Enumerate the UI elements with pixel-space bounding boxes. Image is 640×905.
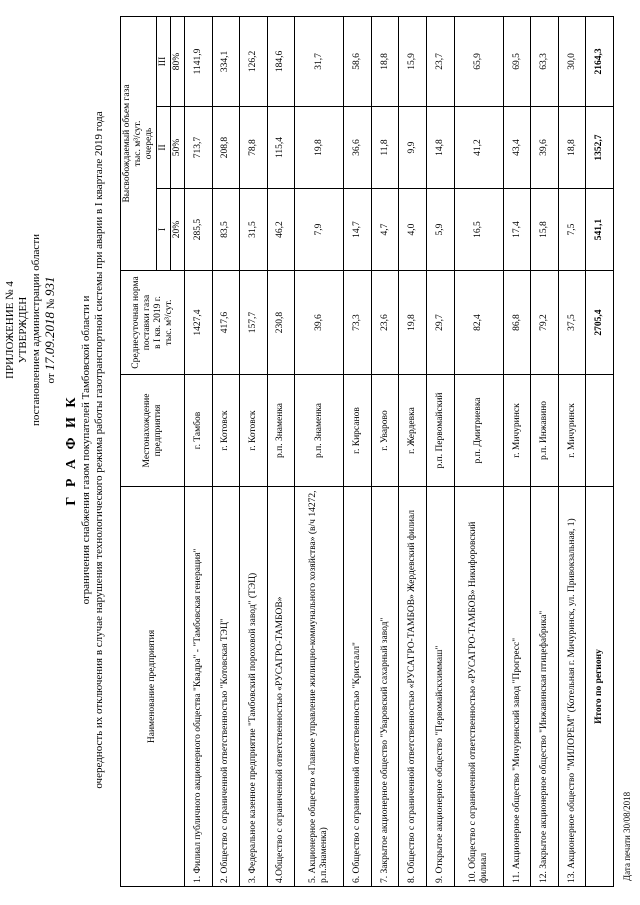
total-label: Итого по региону	[586, 487, 614, 887]
cell-stage-2: 18,8	[558, 107, 586, 189]
cell-stage-1: 16,5	[454, 189, 503, 271]
cell-location: г. Кирсанов	[344, 375, 372, 487]
header-location: Местонахождение предприятия	[121, 375, 185, 487]
cell-stage-1: 14,7	[344, 189, 372, 271]
table-body	[185, 16, 586, 886]
cell-location: г. Жердевка	[399, 375, 427, 487]
cell-norm: 230,8	[267, 271, 295, 375]
handwritten-number: 931	[42, 276, 57, 297]
cell-stage-3: 65,9	[454, 16, 503, 106]
appendix-number: ПРИЛОЖЕНИЕ № 4	[4, 281, 16, 379]
cell-location: г. Мичуринск	[558, 375, 586, 487]
cell-norm: 23,6	[371, 271, 399, 375]
schedule-table	[120, 16, 614, 887]
cell-norm: 417,6	[212, 271, 240, 375]
cell-name: 7. Закрытое акционерное общество "Уваровский сахарный завод"	[371, 487, 399, 887]
header-stage-1: I	[157, 189, 171, 271]
header-norm: Среднесуточная норма поставки газа в I кв. 2019 г. тыс. м³/сут.	[121, 271, 185, 375]
cell-name: 5. Акционерное общество «Главное управление жилищно-коммунального хозяйства» (в/ч 14272, р.п.Знаменка)	[295, 487, 344, 887]
cell-location: г. Котовск	[240, 375, 268, 487]
cell-stage-3: 30,0	[558, 16, 586, 106]
cell-name: 2. Общество с ограниченной ответственностью "Котовская ТЭЦ"	[212, 487, 240, 887]
cell-stage-3: 15,9	[399, 16, 427, 106]
cell-stage-2: 78,8	[240, 107, 268, 189]
total-row	[586, 16, 614, 886]
cell-location: р.п. Знаменка	[267, 375, 295, 487]
cell-stage-1: 7,9	[295, 189, 344, 271]
cell-norm: 1427,4	[185, 271, 213, 375]
cell-norm: 37,5	[558, 271, 586, 375]
header-stage-2: II	[157, 107, 171, 189]
table-row	[371, 16, 399, 886]
table-row	[295, 16, 344, 886]
header-row-1	[121, 16, 157, 886]
total-stage-2: 1352,7	[586, 107, 614, 189]
cell-stage-1: 17,4	[503, 189, 531, 271]
cell-name: 8. Общество с ограниченной ответственностью «РУСАГРО-ТАМБОВ» Жердевский филиал	[399, 487, 427, 887]
cell-norm: 19,8	[399, 271, 427, 375]
cell-stage-2: 9,9	[399, 107, 427, 189]
cell-location: р.п. Первомайский	[427, 375, 455, 487]
cell-stage-3: 23,7	[427, 16, 455, 106]
cell-norm: 86,8	[503, 271, 531, 375]
cell-stage-2: 43,4	[503, 107, 531, 189]
cell-stage-1: 7,5	[558, 189, 586, 271]
cell-norm: 82,4	[454, 271, 503, 375]
cell-name: 3. Федеральное казенное предприятие "Тамбовский пороховой завод" (ТЭЦ)	[240, 487, 268, 887]
print-date: Дата печати 30/08/2018	[622, 791, 632, 881]
table-row	[503, 16, 531, 886]
cell-stage-3: 184,6	[267, 16, 295, 106]
cell-name: 11. Акционерное общество "Мичуринский завод "Прогресс"	[503, 487, 531, 887]
cell-location: р.п. Дмитриевка	[454, 375, 503, 487]
cell-stage-1: 31,5	[240, 189, 268, 271]
cell-stage-1: 4,7	[371, 189, 399, 271]
cell-stage-3: 1141,9	[185, 16, 213, 106]
document-subtitle-2: очередность их отключения в случае нарушения технологического режима работы газотранспортной системы при аварии в I квартале 2019 года	[93, 111, 105, 789]
cell-norm: 29,7	[427, 271, 455, 375]
resolution-date-line: от 17.09.2018 № 931	[42, 276, 57, 384]
cell-norm: 39,6	[295, 271, 344, 375]
cell-stage-2: 41,2	[454, 107, 503, 189]
cell-stage-3: 31,7	[295, 16, 344, 106]
cell-stage-3: 334,1	[212, 16, 240, 106]
cell-stage-1: 285,5	[185, 189, 213, 271]
cell-stage-2: 208,8	[212, 107, 240, 189]
cell-stage-2: 36,6	[344, 107, 372, 189]
table-row	[558, 16, 586, 886]
header-percent-1: 20%	[171, 189, 185, 271]
cell-stage-1: 15,8	[531, 189, 559, 271]
cell-location: г. Мичуринск	[503, 375, 531, 487]
cell-location: р.п. Инжавино	[531, 375, 559, 487]
cell-norm: 157,7	[240, 271, 268, 375]
total-location	[586, 375, 614, 487]
cell-name: 9. Открытое акционерное общество "Первомайскхиммаш"	[427, 487, 455, 887]
header-percent-2: 50%	[171, 107, 185, 189]
cell-stage-2: 11,8	[371, 107, 399, 189]
cell-stage-3: 69,5	[503, 16, 531, 106]
cell-norm: 79,2	[531, 271, 559, 375]
total-norm: 2705,4	[586, 271, 614, 375]
cell-norm: 73,3	[344, 271, 372, 375]
header-percent-3: 80%	[171, 16, 185, 106]
approval-stamp	[4, 170, 58, 490]
cell-location: р.п. Знаменка	[295, 375, 344, 487]
header-name: Наименование предприятия	[121, 487, 185, 887]
table-row	[267, 16, 295, 886]
cell-stage-1: 4,0	[399, 189, 427, 271]
cell-stage-3: 58,6	[344, 16, 372, 106]
approved-label: УТВЕРЖДЕН	[17, 296, 29, 364]
resolution-text: постановлением администрации области	[30, 233, 42, 427]
cell-name: 6. Общество с ограниченной ответственностью "Кристалл"	[344, 487, 372, 887]
table-row	[454, 16, 503, 886]
total-stage-1: 541,1	[586, 189, 614, 271]
table-row	[427, 16, 455, 886]
cell-name: 10. Общество с ограниченной ответственностью «РУСАГРО-ТАМБОВ» Никифоровский филиал	[454, 487, 503, 887]
cell-stage-2: 713,7	[185, 107, 213, 189]
cell-stage-2: 19,8	[295, 107, 344, 189]
cell-stage-3: 63,3	[531, 16, 559, 106]
table-row	[240, 16, 268, 886]
cell-stage-1: 5,9	[427, 189, 455, 271]
cell-stage-1: 83,5	[212, 189, 240, 271]
table-row	[399, 16, 427, 886]
cell-name: 1. Филиал публичного акционерного общества "Квадра" - "Тамбовская генерация"	[185, 487, 213, 887]
cell-name: 13. Акционерное общество "МИЛОРЕМ" (Котельная г. Мичуринск, ул. Привокзальная, 1)	[558, 487, 586, 887]
cell-location: г. Тамбов	[185, 375, 213, 487]
handwritten-date: 17.09.2018	[42, 312, 57, 371]
cell-name: 12. Закрытое акционерное общество "Инжавинская птицефабрика"	[531, 487, 559, 887]
cell-stage-3: 18,8	[371, 16, 399, 106]
total-stage-3: 2164,3	[586, 16, 614, 106]
document-title: Г Р А Ф И К	[64, 394, 79, 506]
cell-location: г. Котовск	[212, 375, 240, 487]
table-row	[185, 16, 213, 886]
table-row	[531, 16, 559, 886]
cell-stage-2: 39,6	[531, 107, 559, 189]
header-released: Высвобождаемый объем газа тыс. м³/сут. очередь	[121, 16, 157, 270]
document-heading	[64, 55, 106, 845]
cell-location: г. Уварово	[371, 375, 399, 487]
cell-stage-2: 115,4	[267, 107, 295, 189]
table-row	[212, 16, 240, 886]
cell-stage-2: 14,8	[427, 107, 455, 189]
header-stage-3: III	[157, 16, 171, 106]
cell-stage-1: 46,2	[267, 189, 295, 271]
cell-stage-3: 126,2	[240, 16, 268, 106]
table-row	[344, 16, 372, 886]
cell-name: 4.Общество с ограниченной ответственностью «РУСАГРО-ТАМБОВ»	[267, 487, 295, 887]
document-subtitle-1: ограничения снабжения газом покупателей Тамбовской области и	[80, 295, 92, 605]
